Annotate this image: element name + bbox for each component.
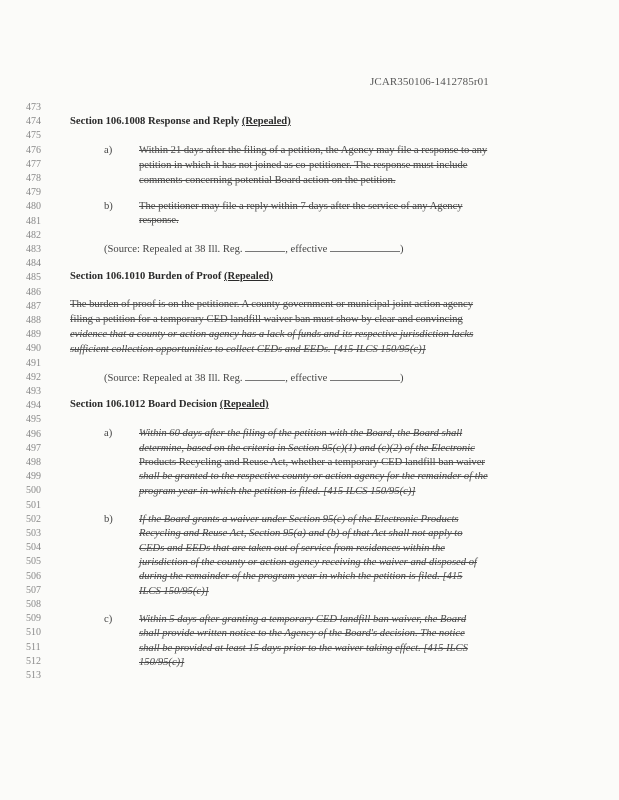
source-mid: , effective (285, 373, 331, 384)
line-number: 477 (26, 158, 41, 170)
repealed-tag: (Repealed) (224, 271, 273, 282)
section-heading-text: Section 106.1010 Burden of Proof (70, 271, 222, 282)
line-number: 498 (26, 457, 41, 468)
s1012-c-line: shall be provided at least 15 days prior to the waiver taking effect. [415 ILCS (139, 643, 468, 654)
line-number: 488 (26, 315, 41, 326)
blank-field (245, 243, 285, 252)
line-number: 511 (26, 641, 41, 653)
source-note (104, 372, 404, 384)
line-number: 474 (26, 116, 41, 128)
repealed-tag: (Repealed) (241, 116, 291, 127)
s1012-b-line: CEDs and EEDs that are taken out of service from residences within the (139, 543, 445, 554)
s1012-a-line: shall be granted to the respective county or action agency for the remainder of the (139, 471, 488, 482)
source-suffix: ) (400, 373, 404, 384)
s1010-line: sufficient collection opportunities to collect CEDs and EEDs. [415 ILCS 150/95(c)] (70, 344, 426, 355)
s1012-b-line: Recycling and Reuse Act, Section 95(a) and (b) of that Act shall not apply to (139, 528, 463, 539)
item-marker: b) (104, 514, 113, 525)
document-id: JCAR350106-1412785r01 (370, 76, 489, 88)
section-1012-heading (70, 399, 269, 410)
line-number: 479 (26, 187, 41, 199)
line-number: 497 (26, 442, 41, 454)
item-marker: b) (104, 201, 113, 212)
line-number: 505 (26, 556, 41, 568)
source-prefix: (Source: Repealed at 38 Ill. Reg. (104, 373, 246, 384)
section-heading-text: Section 106.1012 Board Decision (70, 399, 218, 410)
s1012-b-line: during the remainder of the program year in which the petition is filed. [415 (139, 571, 463, 582)
line-number: 482 (26, 229, 41, 241)
source-prefix: (Source: Repealed at 38 Ill. Reg. (104, 244, 246, 255)
line-number: 484 (26, 258, 41, 270)
line-number: 485 (26, 272, 41, 284)
s1010-line: filing a petition for a temporary CED landfill waiver ban must show by clear and convincing (70, 314, 463, 325)
line-number: 489 (26, 329, 41, 341)
line-number: 503 (26, 528, 41, 539)
s1012-c-line: shall provide written notice to the Agency of the Board's decision. The notice (139, 628, 465, 639)
line-number: 492 (26, 371, 41, 383)
s1008-b-line: The petitioner may file a reply within 7 days after the service of any Agency (139, 201, 463, 212)
blank-field (330, 372, 400, 381)
line-number: 473 (26, 102, 41, 113)
section-1010-heading (70, 271, 273, 282)
line-number: 501 (26, 499, 41, 511)
line-number: 499 (26, 471, 41, 483)
line-number: 483 (26, 244, 41, 255)
s1008-a-line: Within 21 days after the filing of a petition, the Agency may file a response to any (139, 145, 488, 156)
item-marker: c) (104, 614, 113, 625)
s1012-b-line: jurisdiction of the county or action agency receiving the waiver and disposed of (139, 557, 477, 568)
line-number: 507 (26, 584, 41, 596)
line-number: 493 (26, 386, 41, 397)
s1012-a-line: program year in which the petition is filed. [415 ILCS 150/95(c)] (139, 486, 416, 497)
line-number: 490 (26, 343, 41, 355)
item-marker: a) (104, 145, 113, 156)
s1010-line: evidence that a county or action agency has a lack of funds and its respective jurisdiction lacks (70, 329, 474, 340)
s1008-b-line: response. (139, 215, 179, 226)
blank-field (245, 372, 285, 381)
line-number: 494 (26, 400, 41, 412)
section-heading-text: Section 106.1008 Response and Reply (70, 116, 240, 127)
s1012-c-line: Within 5 days after granting a temporary CED landfill ban waiver, the Board (139, 614, 467, 625)
line-number: 496 (26, 428, 41, 440)
s1012-b-line: ILCS 150/95(c)] (139, 586, 209, 597)
s1008-a-line: petition in which it has not joined as co-petitioner. The response must include (139, 160, 468, 171)
line-number: 478 (26, 173, 41, 184)
section-1008-heading (70, 116, 291, 127)
line-number: 508 (26, 599, 41, 610)
line-number: 480 (26, 201, 41, 213)
line-number: 506 (26, 570, 41, 582)
item-marker: a) (104, 428, 113, 439)
line-number: 495 (26, 414, 41, 426)
s1012-a-line: Within 60 days after the filing of the petition with the Board, the Board shall (139, 428, 463, 439)
line-number: 504 (26, 542, 41, 554)
s1012-c-line: 150/95(c)] (139, 657, 185, 668)
line-number: 491 (26, 357, 41, 369)
s1008-a-line: comments concerning potential Board action on the petition. (139, 175, 396, 186)
line-number: 512 (26, 655, 41, 667)
source-suffix: ) (400, 244, 404, 255)
s1010-line: The burden of proof is on the petitioner. A county government or municipal joint action agency (70, 299, 474, 310)
line-number: 502 (26, 513, 41, 525)
line-number: 510 (26, 627, 41, 639)
source-note (104, 243, 404, 255)
line-number: 500 (26, 485, 41, 497)
line-number: 475 (26, 130, 41, 142)
line-number: 486 (26, 286, 41, 298)
line-number: 481 (26, 215, 41, 227)
repealed-tag: (Repealed) (219, 399, 269, 410)
s1012-a-line: Products Recycling and Reuse Act, whether a temporary CED landfill ban waiver (139, 457, 485, 468)
line-number: 513 (26, 670, 41, 681)
s1012-b-line: If the Board grants a waiver under Section 95(c) of the Electronic Products (139, 514, 459, 525)
blank-field (330, 243, 400, 252)
source-mid: , effective (285, 244, 331, 255)
s1012-a-line: determine, based on the criteria in Section 95(c)(1) and (c)(2) of the Electronic (139, 443, 475, 454)
line-number: 476 (26, 144, 41, 156)
line-number: 509 (26, 613, 41, 625)
line-number: 487 (26, 300, 41, 312)
